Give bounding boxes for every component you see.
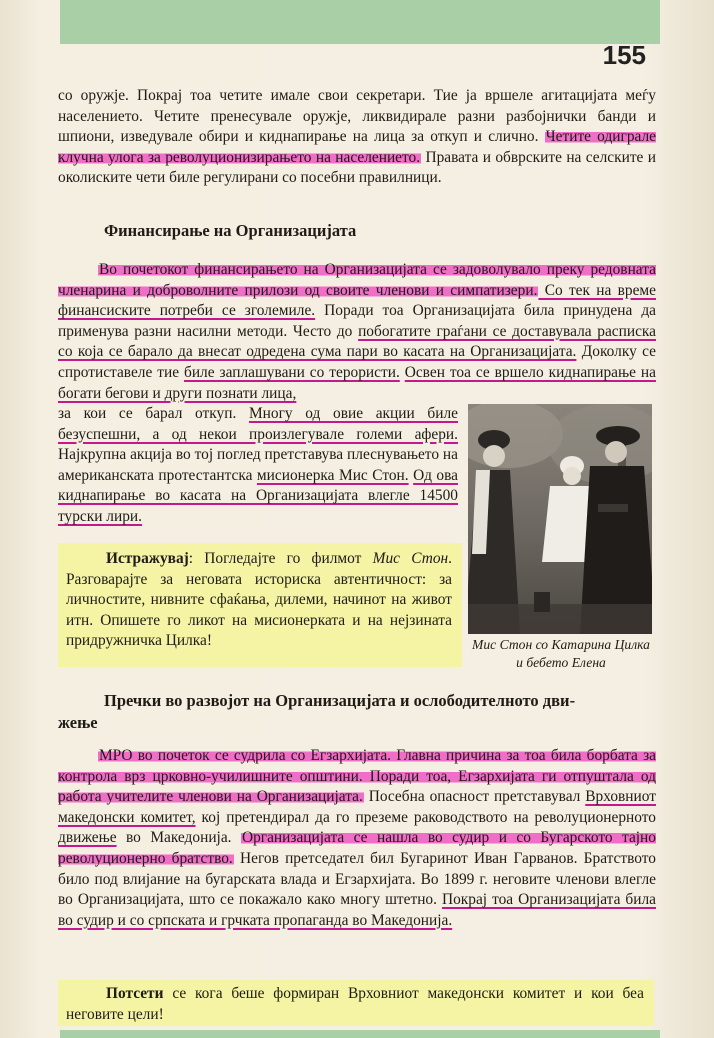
header-color-band xyxy=(60,0,660,44)
paragraph-text: со оружје. Покрај тоа четите имале свои секретари. Тие ја вршеле агитацијата меѓу населението. Четите пренесувале оружје, ликвидирале разни разбојнички банди и шпиони, изведувале обири и киднапирање на лица за откуп и слично. xyxy=(58,87,656,146)
paragraph-text: Поради тоа Организацијата била принудена да применува разни насилни методи. Често до xyxy=(58,302,656,340)
paragraph-financing xyxy=(58,260,656,404)
paragraph-chetas xyxy=(58,86,656,189)
paragraph-text: Негов претседател бил Бугаринот Иван Гарванов. Братството било под влијание на бугарската влада и Егзархијата. Во 1899 г. неговите членови влегле во Организацијата, што се покажало како многу штетно. xyxy=(58,849,656,909)
paragraph-obstacles xyxy=(58,746,656,931)
underlined-text: Освен тоа се вршело киднапирање на богати бегови и други познати лица, xyxy=(58,363,656,402)
underlined-text: Врховниот македонски комитет, xyxy=(58,788,656,826)
heading-line: жење xyxy=(58,713,98,732)
underlined-text: Со тек на време финансиските потреби се зголемиле. xyxy=(58,281,656,320)
paragraph-text: кој претендирал да го преземе раководството на револуционерното xyxy=(195,808,656,826)
paragraph-text: Доколку се спротиставеле тие xyxy=(58,343,656,381)
film-title: Мис Стон xyxy=(372,550,449,567)
research-box-text: . Разговарајте за неговата историска автентичност: за личностите, нивните сфаќања, дилеми, начинот на живот итн. Опишете го ликот на мисионерката и на нејзината придружничка Цилка! xyxy=(66,550,453,650)
highlighted-text: Во почетокот финансирањето на Организацијата се задоволувало преку редовната членарина и доброволните прилози од своите членови и симпатизери. xyxy=(58,261,656,299)
paragraph-financing-cont xyxy=(58,404,458,528)
research-box-label: Истражувај xyxy=(106,550,189,567)
underlined-text: Покрај тоа Организацијата била во судир и со српската и грчката пропаганда во Македонија. xyxy=(58,891,656,929)
paragraph-text: за кои се барал откуп. xyxy=(58,405,249,422)
section-heading-obstacles xyxy=(58,690,656,734)
recall-box-label: Потсети xyxy=(106,985,164,1002)
underlined-text: мисионерка Мис Стон. xyxy=(256,466,409,484)
paragraph-text: Правата и обврските на селските и околиските чети биле регулирани со посебни правилници. xyxy=(58,148,657,187)
paragraph-text: во Македонија. xyxy=(116,829,241,847)
section-heading-financing: Финансирање на Организацијата xyxy=(104,221,357,240)
recall-box-text: се кога беше формиран Врховниот македонски комитет и кои беа неговите цели! xyxy=(66,985,644,1023)
paragraph-text: Посебна опасност претставувал xyxy=(363,788,586,806)
highlighted-text: Четите одиграле клучна улога за револуционизирањето на населението. xyxy=(58,128,656,166)
highlighted-text: Организацијата се нашла во судир и со Бугарското тајно револуционерно братство. xyxy=(58,829,656,867)
underlined-text: Од ова киднапирање во касата на Организацијата влегле 14500 турски лири. xyxy=(58,466,458,525)
recall-box xyxy=(58,980,654,1026)
footer-color-band xyxy=(60,1030,660,1038)
research-box-text: : Погледајте го филмот xyxy=(188,550,373,567)
heading-line: Пречки во развојот на Организацијата и ослободителното дви- xyxy=(104,691,576,710)
underlined-text: биле заплашувани со терористи. xyxy=(183,363,400,381)
underlined-text: побогатите граѓани се доставувала расписка со која се барало да внесат одредена сума пари во касата на Организацијата. xyxy=(58,322,656,361)
page-number: 155 xyxy=(602,40,646,70)
underlined-text: Многу од овие акции биле безуспешни, а од некои произлегувале големи афери. xyxy=(58,405,458,443)
photo-illustration xyxy=(468,404,652,634)
research-box xyxy=(58,543,462,667)
historical-photo xyxy=(468,404,652,634)
photo-caption: Мис Стон со Катарина Цилка и бебето Елена xyxy=(472,637,650,670)
underlined-text: движење xyxy=(58,829,117,847)
paragraph-text: Најкрупна акција во тој поглед претставува плеснувањето на американската протестантска xyxy=(58,446,458,484)
highlighted-text: МРО во почеток се судрила со Егзархијата. Главна причина за тоа била борбата за контрола врз црковно-училишните општини. Поради тоа, Егзархијата ги отпуштала од работа учителите членови на Организацијата. xyxy=(58,747,656,806)
